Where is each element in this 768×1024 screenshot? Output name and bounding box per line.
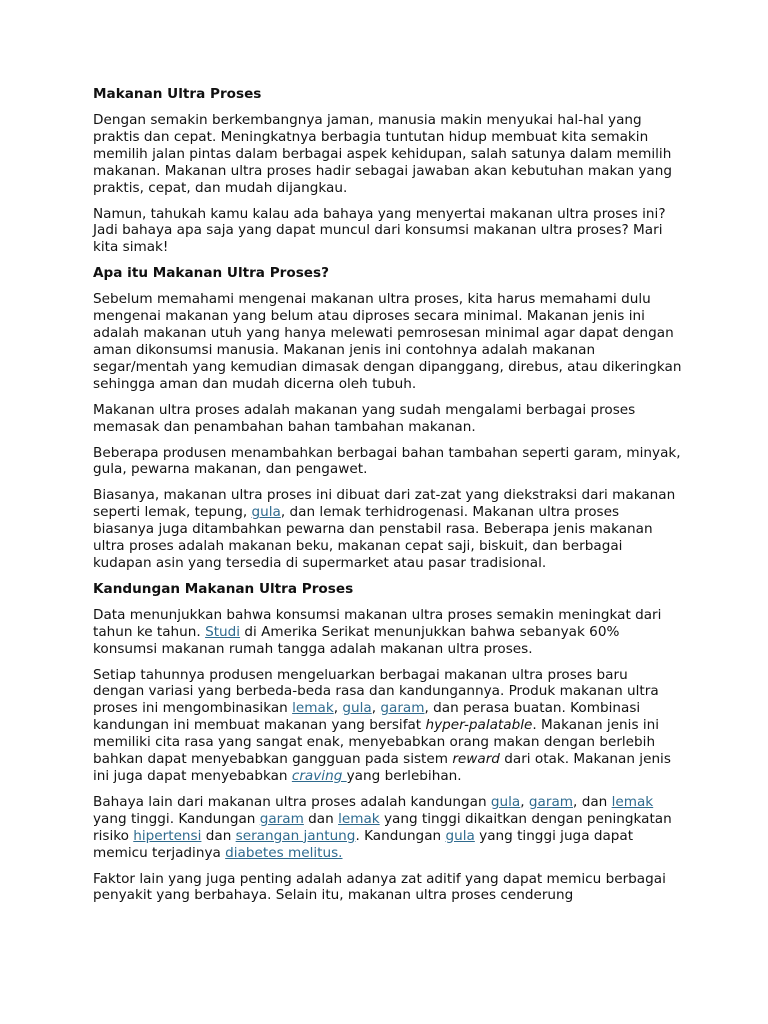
heading-apa-itu: Apa itu Makanan Ultra Proses? [93,265,329,282]
paragraph-dangers: Bahaya lain dari makanan ultra proses adalah kandungan gula, garam, dan lemak yang tinggi. Kandungan garam dan lemak yang tinggi dikaitkan dengan peningkatan risiko hipertensi dan serangan jantung. Kandungan gula yang tinggi juga dapat memicu terjadinya diabetes melitus. [93,793,672,861]
link-lemak[interactable]: lemak [611,793,654,810]
document-content [93,86,683,913]
link-lemak[interactable]: lemak [338,810,380,827]
link-studi[interactable]: Studi [205,623,241,640]
paragraph-additives: Beberapa produsen menambahkan berbagai bahan tambahan seperti garam, minyak, gula, pewarna makanan, dan pengawet. [93,444,681,478]
link-garam[interactable]: garam [528,793,574,810]
paragraph-ingredients: Biasanya, makanan ultra proses ini dibuat dari zat-zat yang diekstraksi dari makanan seperti lemak, tepung, gula, dan lemak terhidrogenasi. Makanan ultra proses biasanya juga ditambahkan pewarna dan penstabil rasa. Beberapa jenis makanan ultra proses adalah makanan beku, makanan cepat saji, biskuit, dan berbagai kudapan asin yang tersedia di supermarket atau pasar tradisional. [93,487,676,571]
link-diabetes-melitus[interactable]: diabetes melitus. [225,844,343,861]
paragraph-question: Namun, tahukah kamu kalau ada bahaya yang menyertai makanan ultra proses ini? Jadi bahaya apa saja yang dapat muncul dari konsumsi makanan ultra proses? Mari kita simak! [93,205,666,256]
link-serangan-jantung[interactable]: serangan jantung [235,827,356,844]
link-gula[interactable]: gula [342,700,372,717]
link-hipertensi[interactable]: hipertensi [133,827,202,844]
link-garam[interactable]: garam [259,810,304,827]
link-gula[interactable]: gula [251,504,281,521]
paragraph-definition: Sebelum memahami mengenai makanan ultra proses, kita harus memahami dulu mengenai makanan yang belum atau diproses secara minimal. Makanan jenis ini adalah makanan utuh yang hanya melewati pemrosesan minimal agar dapat dengan aman dikonsumsi manusia. Makanan jenis ini contohnya adalah makanan segar/mentah yang kemudian dimasak dengan dipanggang, direbus, atau dikeringkan sehingga aman dan mudah dicerna oleh tubuh. [93,291,682,392]
link-craving[interactable]: craving [291,768,347,784]
paragraph-data: Data menunjukkan bahwa konsumsi makanan ultra proses semakin meningkat dari tahun ke tahun. Studi di Amerika Serikat menunjukkan bahwa sebanyak 60% konsumsi makanan rumah tangga adalah makanan ultra proses. [93,606,662,657]
paragraph-intro: Dengan semakin berkembangnya jaman, manusia makin menyukai hal-hal yang praktis dan cepat. Meningkatnya berbagia tuntutan hidup membuat kita semakin memilih jalan pintas dalam berbagai aspek kehidupan, salah satunya dalam memilih makanan. Makanan ultra proses hadir sebagai jawaban akan kebutuhan makan yang praktis, cepat, dan mudah dijangkau. [93,112,673,196]
link-gula[interactable]: gula [490,793,521,810]
link-garam[interactable]: garam [380,700,425,717]
page-title: Makanan Ultra Proses [93,86,262,102]
heading-kandungan: Kandungan Makanan Ultra Proses [93,580,354,597]
link-gula[interactable]: gula [445,827,475,844]
paragraph-additives-risk: Faktor lain yang juga penting adalah adanya zat aditif yang dapat memicu berbagai penyakit yang berbahaya. Selain itu, makanan ultra proses cenderung [93,870,666,904]
link-lemak[interactable]: lemak [292,700,334,717]
paragraph-producers: Setiap tahunnya produsen mengeluarkan berbagai makanan ultra proses baru dengan variasi yang berbeda-beda rasa dan kandungannya. Produk makanan ultra proses ini mengombinasikan lemak, gula, garam, dan perasa buatan. Kombinasi kandungan ini membuat makanan yang bersifat hyper-palatable. Makanan jenis ini memiliki cita rasa yang sangat enak, menyebabkan orang makan dengan berlebih bahkan dapat menyebabkan gangguan pada sistem reward dari otak. Makanan jenis ini juga dapat menyebabkan craving yang berlebihan. [93,666,671,784]
paragraph-ultra-definition: Makanan ultra proses adalah makanan yang sudah mengalami berbagai proses memasak dan penambahan bahan tambahan makanan. [93,401,636,435]
